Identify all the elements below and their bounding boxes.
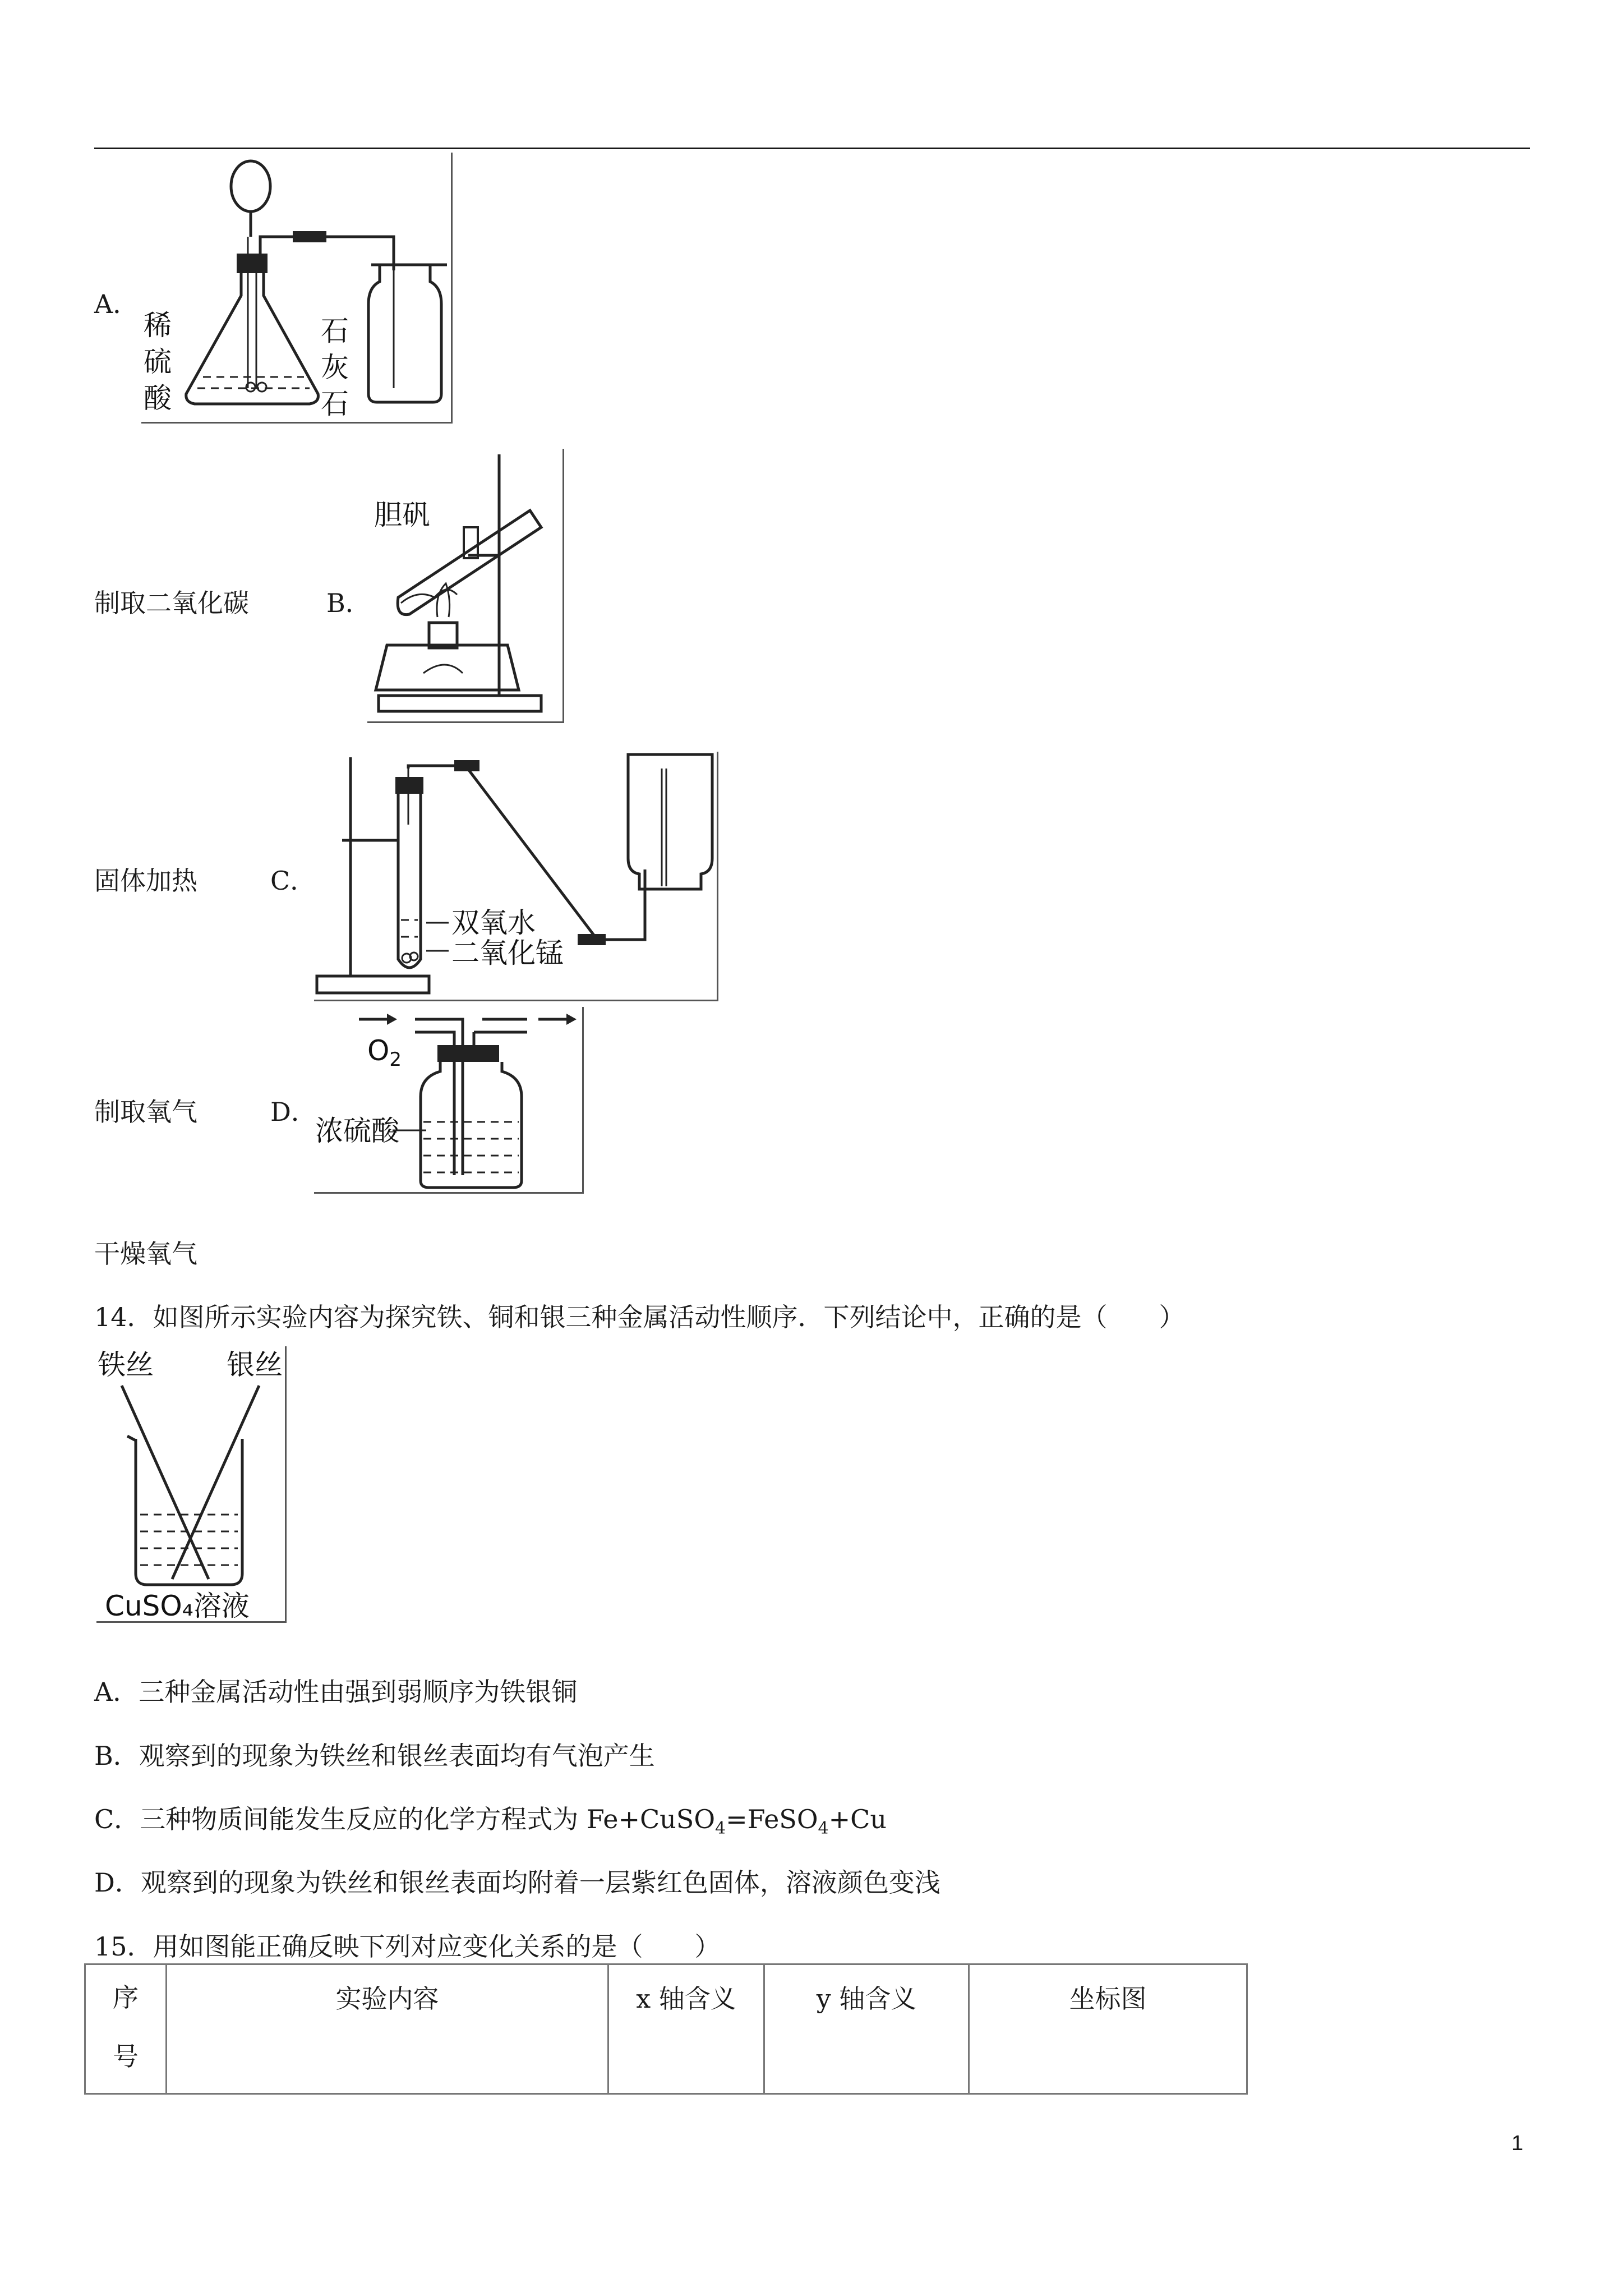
- solid-heating-figure: [367, 449, 562, 721]
- figure-option-b: [367, 449, 564, 723]
- label-limestone-2: 灰: [321, 351, 349, 384]
- figure-q14: [96, 1346, 287, 1623]
- figure-option-a: [141, 153, 453, 424]
- q14-option-a: A．三种金属活动性由强到弱顺序为铁银铜: [94, 1677, 578, 1707]
- option-a-caption: 制取二氧化碳: [94, 588, 249, 618]
- label-blue-vitriol: 胆矾: [374, 499, 430, 531]
- q14-option-c: C．三种物质间能发生反应的化学方程式为 Fe+CuSO$_4$=FeSO$_4$+Cu: [94, 1804, 887, 1839]
- option-c-caption: 制取氧气: [94, 1097, 197, 1127]
- figure-option-d: [314, 1007, 584, 1194]
- label-limestone-3: 石: [321, 388, 349, 420]
- header-y-axis: y 轴含义: [764, 1964, 969, 2094]
- header-rule: [94, 148, 1530, 149]
- header-graph: 坐标图: [969, 1964, 1247, 2094]
- metal-activity-figure: [96, 1346, 285, 1621]
- figure-option-c: [314, 752, 718, 1001]
- page-number: 1: [1511, 2132, 1524, 2155]
- oxygen-drying-figure: [314, 1007, 582, 1192]
- co2-apparatus-figure: [141, 153, 451, 422]
- label-acid-2: 硫: [144, 346, 172, 378]
- q14-stem: 14．如图所示实验内容为探究铁、铜和银三种金属活动性顺序．下列结论中，正确的是（ ）: [94, 1302, 1185, 1332]
- label-acid-3: 酸: [144, 382, 172, 415]
- q15-table: [84, 1963, 1248, 2095]
- option-d-caption: 干燥氧气: [94, 1239, 197, 1269]
- label-iron-wire: 铁丝: [98, 1349, 154, 1381]
- option-c-letter: C．: [270, 866, 316, 896]
- option-a-letter: A．: [94, 289, 139, 319]
- label-cuso4-solution: CuSO₄溶液: [105, 1590, 250, 1621]
- option-b-letter: B．: [326, 588, 371, 618]
- header-seq: 序 号: [85, 1964, 167, 2094]
- option-d-letter: D．: [270, 1097, 317, 1127]
- header-content: 实验内容: [167, 1964, 608, 2094]
- label-hydrogen-peroxide: 双氧水: [451, 907, 536, 939]
- label-manganese-dioxide: 二氧化锰: [451, 937, 564, 969]
- label-oxygen: $O_2$: [367, 1034, 402, 1071]
- label-acid-1: 稀: [144, 309, 172, 342]
- label-conc-sulfuric-acid: 浓硫酸: [315, 1115, 399, 1147]
- q15-stem: 15．用如图能正确反映下列对应变化关系的是（ ）: [94, 1931, 721, 1962]
- table-header-row: [85, 1964, 1247, 2094]
- label-limestone-1: 石: [321, 315, 349, 347]
- label-silver-wire: 银丝: [227, 1349, 283, 1381]
- header-x-axis: x 轴含义: [608, 1964, 764, 2094]
- q14-option-d: D．观察到的现象为铁丝和银丝表面均附着一层紫红色固体，溶液颜色变浅: [94, 1867, 940, 1898]
- oxygen-generation-figure: [314, 752, 717, 1000]
- q14-option-b: B．观察到的现象为铁丝和银丝表面均有气泡产生: [94, 1741, 655, 1771]
- option-b-caption: 固体加热: [94, 866, 197, 896]
